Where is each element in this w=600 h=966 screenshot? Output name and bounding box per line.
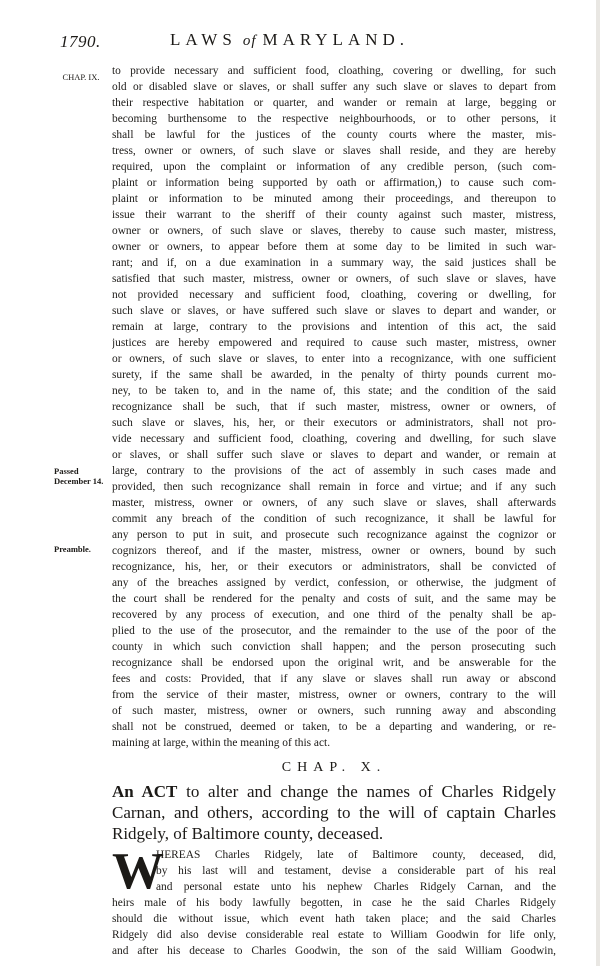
text-line: ney, to be taken to, and in the name of, this state; and the condition of the said xyxy=(112,385,556,397)
text-line: recognizance shall be such, that if such master, mistress, owner or owners, of xyxy=(112,401,556,413)
text-line: commit any breach of the condition of such recognizance, it shall be lawful for xyxy=(112,513,556,525)
text-line: the court shall be rendered for the penalty and costs of suit, and the same may be xyxy=(112,593,556,605)
text-line: large, contrary to the provisions of the act of assembly in such cases made and xyxy=(112,465,556,477)
text-line: any person to put in suit, and prosecute such recognizance against the cognizor or xyxy=(112,529,556,541)
text-line: recognizance shall be endorsed upon the original writ, and be answerable for the xyxy=(112,657,556,669)
margin-note-chap-ix: CHAP. IX. xyxy=(62,72,100,82)
text-line: not provided necessary and sufficient food, cloathing, covering or dwelling, for xyxy=(112,289,556,301)
text-line: Ridgely did also devise considerable real estate to William Goodwin for life only, xyxy=(112,929,556,941)
text-line: satisfied that such master, mistress, owner or owners, of such slave or slaves, have xyxy=(112,273,556,285)
text-line: fees and costs: Provided, that if any slave or slaves shall run away or abscond xyxy=(112,673,556,685)
text-line: master, mistress, owner or owners, of any such slave or slaves, shall afterwards xyxy=(112,497,556,509)
text-line: justices are hereby empowered and required to cause such master, mistress, owner xyxy=(112,337,556,349)
text-line: or owners, of such slave or slaves, to enter into a recognizance, with one sufficient xyxy=(112,353,556,365)
text-line: tress, owner or owners, of such slave or slaves shall reside, and they are hereby xyxy=(112,145,556,157)
text-line: issue their warrant to the sheriff of their county against such master, mistress, xyxy=(112,209,556,221)
text-line: plaint or information being supported by oath or affirmation,) to cause such com- xyxy=(112,177,556,189)
act-title-text: to alter and change the names of Charles Ridgely xyxy=(186,782,556,801)
text-line: becoming burthensome to the respective neighbourhoods, or to other persons, it xyxy=(112,113,556,125)
text-line: should die without issue, which event hath taken place; and the said Charles xyxy=(112,913,556,925)
text-line: shall not be construed, deemed or taken, to be a departing and wandering, or re- xyxy=(112,721,556,733)
text-line: owner or owners, of such slave or slaves, thereby to cause such master, mistress, xyxy=(112,225,556,237)
running-head xyxy=(0,28,600,52)
text-line: their respective habitation or quarter, and wander or remain at large, begging or xyxy=(112,97,556,109)
act-title-lead: An ACT xyxy=(112,782,178,801)
text-line: such slave or slaves, or have suffered such slave or slaves to depart and wander, or xyxy=(112,305,556,317)
margin-note-passed: Passed December 14. xyxy=(54,466,104,486)
text-line: plaint or information to be minuted among their proceedings, and thereupon to xyxy=(112,193,556,205)
text-line: by his last will and testament, devise a considerable part of his real xyxy=(156,865,556,877)
text-line: surety, if the same shall be awarded, in the penalty of thirty pounds current mo- xyxy=(112,369,556,381)
text-line: remain at large, contrary to the provisions and intention of this act, the said xyxy=(112,321,556,333)
page-title xyxy=(170,30,409,50)
page-year: 1790. xyxy=(60,32,101,51)
text-line: vide necessary and sufficient food, cloathing, covering and dwelling, for such slave xyxy=(112,433,556,445)
text-line: owner or owners, to appear before them at some day to be limited in such war- xyxy=(112,241,556,253)
chapter-x-heading: CHAP. X. xyxy=(281,760,387,775)
title-of: of xyxy=(242,33,257,49)
title-laws: LAWS xyxy=(170,30,237,49)
text-line: such slave or slaves, his, her, or their executors or administrators, shall not pro- xyxy=(112,417,556,429)
text-line: recognizance, his, her, or their executors or administrators, shall be convicted of xyxy=(112,561,556,573)
text-line: required, upon the complaint or information of any credible person, (such com- xyxy=(112,161,556,173)
text-line: shall be lawful for the justices of the county courts where the master, mis- xyxy=(112,129,556,141)
text-line: recovered by any process of execution, and one third of the penalty shall be ap- xyxy=(112,609,556,621)
text-line: county in which such conviction shall happen; and the person prosecuting such xyxy=(112,641,556,653)
text-line: to provide necessary and sufficient food, cloathing, covering or dwelling, for such xyxy=(112,65,556,77)
text-line: or slaves, or shall suffer such slave or slaves to depart and wander, or remain at xyxy=(112,449,556,461)
text-line-last: maining at large, within the meaning of this act. xyxy=(112,737,331,749)
text-line: HEREAS Charles Ridgely, late of Baltimore county, deceased, did, xyxy=(156,849,556,861)
act-title-line xyxy=(112,782,556,802)
text-line: rant; and if, on a due examination in a summary way, the said justices shall be xyxy=(112,257,556,269)
text-line: any of the breaches assigned by verdict, confession, or otherwise, the judgment of xyxy=(112,577,556,589)
text-line: plied to the use of the prosecutor, and the remainder to the use of the poor of the xyxy=(112,625,556,637)
title-maryland: MARYLAND. xyxy=(262,30,410,49)
act-title-line: Carnan, and others, according to the will of captain Charles xyxy=(112,803,556,822)
text-line: of such master, mistress, owner or owners, such running away and absconding xyxy=(112,705,556,717)
drop-cap: W xyxy=(112,843,164,900)
text-line: provided, then such recognizance shall remain in force and virtue; and if any such xyxy=(112,481,556,493)
text-line: and after his decease to Charles Goodwin, the son of the said William Goodwin, xyxy=(112,945,556,957)
text-line: heirs male of his body lawfully begotten, in case he the said Charles Ridgely xyxy=(112,897,556,909)
text-line: from the service of their master, mistress, owner or owners, contrary to the will xyxy=(112,689,556,701)
text-line: cognizors thereof, and if the master, mistress, owner or owners, bound by such xyxy=(112,545,556,557)
text-line: old or disabled slave or slaves, or shall suffer any such slave or slaves to depart from xyxy=(112,81,556,93)
act-title-line: Ridgely, of Baltimore county, deceased. xyxy=(112,824,384,843)
page-edge xyxy=(596,0,600,966)
margin-note-preamble: Preamble. xyxy=(54,544,91,554)
text-line: and personal estate unto his nephew Charles Ridgely Carnan, and the xyxy=(156,881,556,893)
